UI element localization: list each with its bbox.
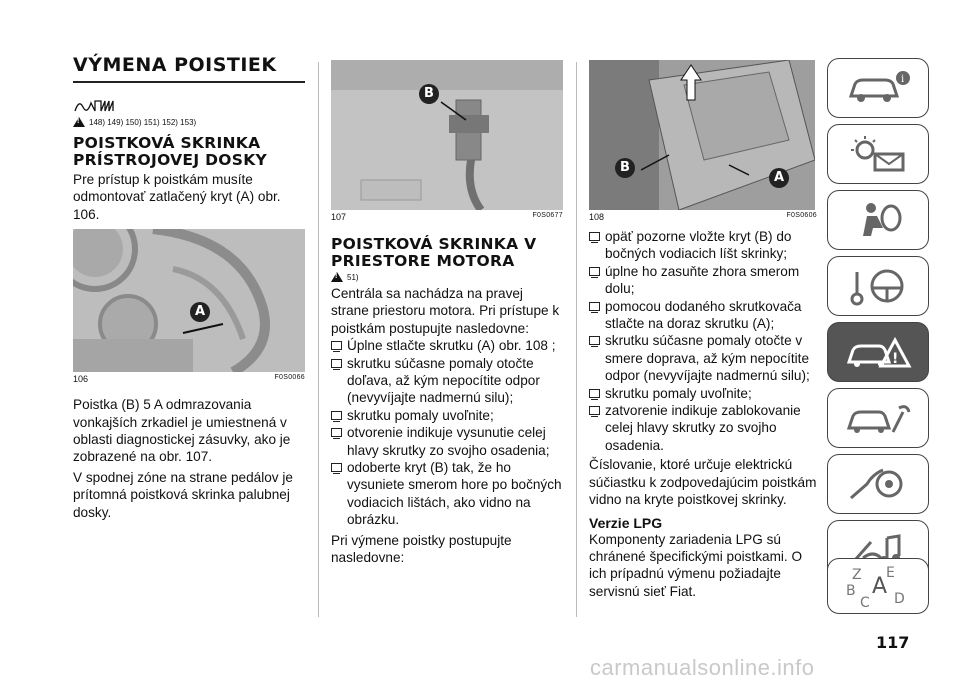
paragraph-access: Pre prístup k poistkám musíte odmontovať zatlačený kryt (A) obr. 106. bbox=[73, 172, 281, 222]
title-rule bbox=[73, 81, 305, 83]
checkbox-bullet-icon bbox=[331, 341, 342, 350]
list-item: Úplne stlačte skrutku (A) obr. 108 ; bbox=[331, 337, 563, 354]
list-item: pomocou dodaného skrutkovača stlačte na doraz skrutku (A); bbox=[589, 298, 817, 333]
svg-text:D: D bbox=[894, 591, 905, 607]
column-1 bbox=[73, 0, 305, 521]
warning-refs-2: ! 51) bbox=[331, 272, 563, 282]
column-3 bbox=[589, 0, 817, 600]
key-steering-wheel-icon bbox=[843, 266, 913, 306]
car-info-icon bbox=[843, 68, 913, 108]
list-item: úplne ho zasuňte zhora smerom dolu; bbox=[589, 263, 817, 298]
svg-text:!: ! bbox=[892, 351, 899, 367]
checkbox-bullet-icon bbox=[589, 336, 600, 345]
checkbox-bullet-icon bbox=[589, 232, 600, 241]
column-divider-1 bbox=[318, 62, 319, 617]
section-title-engine-fusebox: POISTKOVÁ SKRINKA V PRIESTORE MOTORA bbox=[331, 235, 537, 270]
list-item: skrutku pomaly uvoľnite; bbox=[331, 407, 563, 424]
watermark: carmanualsonline.info bbox=[590, 655, 815, 680]
checkbox-bullet-icon bbox=[589, 389, 600, 398]
tab-key-steering[interactable] bbox=[827, 256, 929, 316]
list-item: odoberte kryt (B) tak, že ho vysuniete smerom hore po bočných vodiacich lištách, ako vidno na obrázku. bbox=[331, 459, 563, 529]
checkbox-bullet-icon bbox=[589, 302, 600, 311]
list-item: zatvorenie indikuje zablokovanie celej hlavy skrutky zo svojho osadenia. bbox=[589, 402, 817, 454]
airbag-safety-icon bbox=[843, 200, 913, 240]
page-number: 117 bbox=[876, 633, 910, 652]
page-title: VÝMENA POISTIEK bbox=[73, 54, 277, 76]
svg-text:A: A bbox=[872, 574, 888, 599]
tab-maintenance[interactable] bbox=[827, 388, 929, 448]
tab-airbag-safety[interactable] bbox=[827, 190, 929, 250]
list-item: opäť pozorne vložte kryt (B) do bočných vodiacich líšt skrinky; bbox=[589, 228, 817, 263]
checkbox-bullet-icon bbox=[331, 411, 342, 420]
warning-triangle-icon bbox=[73, 117, 85, 127]
checkbox-bullet-icon bbox=[331, 359, 342, 368]
figure-107-caption: 107 F0S0677 bbox=[331, 212, 563, 222]
index-alphabet-icon bbox=[838, 563, 918, 609]
figure-106-caption: 106 F0S0066 bbox=[73, 374, 305, 385]
tab-car-info[interactable] bbox=[827, 58, 929, 118]
paragraph-lpg: Komponenty zariadenia LPG sú chránené špecifickými poistkami. O ich prípadnú výmenu požiadajte servisnú sieť Fiat. bbox=[589, 531, 803, 599]
tab-technical-data[interactable] bbox=[827, 454, 929, 514]
svg-text:Z: Z bbox=[852, 567, 862, 583]
paragraph-replace-intro: Pri výmene poistky postupujte nasledovne: bbox=[331, 532, 512, 566]
callout-b: B bbox=[615, 158, 635, 178]
fuse-symbol-icon bbox=[73, 97, 305, 113]
callout-a: A bbox=[769, 168, 789, 188]
paragraph-engine-access: Centrála sa nachádza na pravej strane priestoru motora. Pri prístupe k poistkám postupujte nasledovne: bbox=[331, 286, 560, 336]
list-item: skrutku súčasne pomaly otočte doľava, až kým nepocítite odpor (nevyvíjajte nadmernú silu); bbox=[331, 355, 563, 407]
list-item: skrutku súčasne pomaly otočte v smere doprava, až kým nepocítite odpor (nevyvíjajte nadmernú silu); bbox=[589, 332, 817, 384]
column-2 bbox=[331, 0, 563, 567]
checkbox-bullet-icon bbox=[589, 406, 600, 415]
callout-a: A bbox=[190, 302, 210, 322]
svg-text:B: B bbox=[846, 583, 856, 599]
subheading-lpg: Verzie LPG bbox=[589, 514, 663, 531]
figure-108 bbox=[589, 60, 815, 210]
emergency-breakdown-icon bbox=[843, 332, 913, 372]
list-item: skrutku pomaly uvoľnite; bbox=[589, 385, 817, 402]
paragraph-numbering: Číslovanie, ktoré určuje elektrickú súčiastku k zodpovedajúcim poistkám vidno na kryte poistkovej skrinky. bbox=[589, 457, 817, 508]
paragraph-pedal-fusebox: V spodnej zóne na strane pedálov je prítomná poistková skrinka palubnej dosky. bbox=[73, 469, 293, 520]
warning-triangle-icon bbox=[331, 272, 343, 282]
warning-lights-icon bbox=[843, 134, 913, 174]
paragraph-mirror-fuse: Poistka (B) 5 A odmrazovania vonkajších zrkadiel je umiestnená v oblasti diagnostickej zásuvky, ako je zobrazené na obr. 107. bbox=[73, 397, 291, 465]
svg-text:E: E bbox=[886, 565, 895, 581]
list-item: otvorenie indikuje vysunutie celej hlavy skrutky zo svojho osadenia; bbox=[331, 424, 563, 459]
figure-107 bbox=[331, 60, 563, 210]
column-divider-2 bbox=[576, 62, 577, 617]
callout-b: B bbox=[419, 84, 439, 104]
svg-text:i: i bbox=[901, 74, 905, 85]
bullet-list-close bbox=[589, 228, 817, 454]
section-title-dashboard-fusebox: POISTKOVÁ SKRINKA PRÍSTROJOVEJ DOSKY bbox=[73, 134, 268, 169]
figure-108-caption: 108 F0S0606 bbox=[589, 212, 817, 222]
technical-data-icon bbox=[843, 464, 913, 504]
maintenance-wrench-icon bbox=[843, 398, 913, 438]
figure-106 bbox=[73, 229, 305, 372]
svg-text:C: C bbox=[860, 595, 870, 609]
tab-emergency[interactable] bbox=[827, 322, 929, 382]
warning-refs-1: ! 148) 149) 150) 151) 152) 153) bbox=[73, 117, 305, 127]
bullet-list-open bbox=[331, 337, 563, 528]
checkbox-bullet-icon bbox=[331, 428, 342, 437]
tab-warning-lights[interactable] bbox=[827, 124, 929, 184]
tab-index[interactable] bbox=[827, 558, 929, 614]
checkbox-bullet-icon bbox=[589, 267, 600, 276]
checkbox-bullet-icon bbox=[331, 463, 342, 472]
